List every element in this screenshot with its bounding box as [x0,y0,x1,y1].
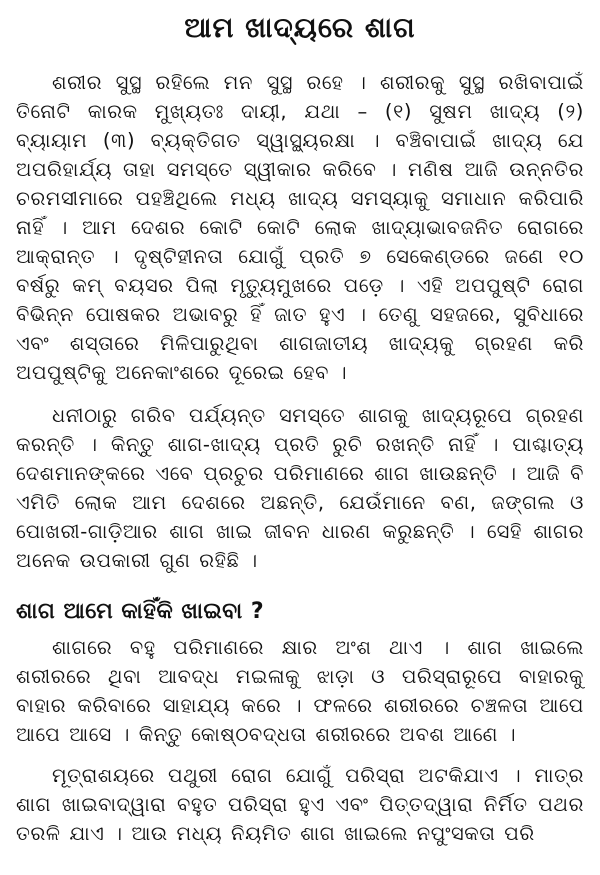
section-heading: ଶାଗ ଆମେ କାହିଁକି ଖାଇବା ? [16,599,265,624]
paragraph-kidney-stone: ମୂତ୍ରାଶୟରେ ପଥୁରୀ ରୋଗ ଯୋଗୁଁ ପରିସ୍ରା ଅଟକିଯାଏ । ମାତ୍ର ଶାଗ ଖାଇବାଦ୍ୱାରା ବହୁତ ପରିସ୍ରା ହୁଏ ଏବଂ ପିତ୍ତଦ୍ୱାରା ନିର୍ମିତ ପଥର ତରଳି ଯାଏ । ଆଉ ମଧ୍ୟ ନିୟମିତ ଶାଗ ଖାଇଲେ ନପୁଂସକତା ପରି [16,764,584,845]
page-title: ଆମ ଖାଦ୍ୟରେ ଶାଗ [184,11,416,44]
paragraph-greens-consumption: ଧନୀଠାରୁ ଗରିବ ପର୍ଯ୍ୟନ୍ତ ସମସ୍ତେ ଶାଗକୁ ଖାଦ୍ୟରୂପେ ଗ୍ରହଣ କରନ୍ତି । କିନ୍ତୁ ଶାଗ-ଖାଦ୍ୟ ପ୍ରତି ରୁଚି ରଖନ୍ତି ନାହିଁ । ପାଶ୍ଚାତ୍ୟ ଦେଶମାନଙ୍କରେ ଏବେ ପ୍ରଚୁର ପରିମାଣରେ ଶାଗ ଖାଉଛନ୍ତି । ଆଜି ବି ଏମିତି ଲୋକ ଆମ ଦେଶରେ ଅଛନ୍ତି, ଯେଉଁମାନେ ବଣ, ଜଙ୍ଗଲ ଓ ପୋଖରୀ-ଗାଡ଼ିଆର ଶାଗ ଖାଇ ଜୀବନ ଧାରଣ କରୁଛନ୍ତି । ସେହି ଶାଗର ଅନେକ ଉପକାରୀ ଗୁଣ ରହିଛି । [16,404,584,572]
paragraph-intro: ଶରୀର ସୁସ୍ଥ ରହିଲେ ମନ ସୁସ୍ଥ ରହେ । ଶରୀରକୁ ସୁସ୍ଥ ରଖିବାପାଇଁ ତିନୋଟି କାରକ ମୁଖ୍ୟତଃ ଦାୟୀ, ଯଥା – (୧) ସୁଷମ ଖାଦ୍ୟ (୨) ବ୍ୟାୟାମ (୩) ବ୍ୟକ୍ତିଗତ ସ୍ୱାସ୍ଥ୍ୟରକ୍ଷା । ବଞ୍ଚିବାପାଇଁ ଖାଦ୍ୟ ଯେ ଅପରିହାର୍ଯ୍ୟ ତାହା ସମସ୍ତେ ସ୍ୱୀକାର କରିବେ । ମଣିଷ ଆଜି ଉନ୍ନତିର ଚରମସୀମାରେ ପହଞ୍ଚିଥିଲେ ମଧ୍ୟ ଖାଦ୍ୟ ସମସ୍ୟାକୁ ସମାଧାନ କରିପାରି ନାହିଁ । ଆମ ଦେଶର କୋଟି କୋଟି ଲୋକ ଖାଦ୍ୟାଭାବଜନିତ ରୋଗରେ ଆକ୍ରାନ୍ତ । ଦୃଷ୍ଟିହୀନତା ଯୋଗୁଁ ପ୍ରତି ୭ ସେକେଣ୍ଡରେ ଜଣେ ୧୦ ବର୍ଷରୁ କମ୍ ବୟସର ପିଲା ମୃତ୍ୟୁମୁଖରେ ପଡ଼େ । ଏହି ଅପପୁଷ୍ଟି ରୋଗ ବିଭିନ୍ନ ପୋଷକର ଅଭାବରୁ ହିଁ ଜାତ ହୁଏ । ତେଣୁ ସହଜରେ, ସୁବିଧାରେ ଏବଂ ଶସ୍ତାରେ ମିଳିପାରୁଥିବା ଶାଗଜାତୀୟ ଖାଦ୍ୟକୁ ଗ୍ରହଣ କରି ଅପପୁଷ୍ଟିକୁ ଅନେକାଂଶରେ ଦୂରେଇ ହେବ । [16,71,584,384]
paragraph-alkaline: ଶାଗରେ ବହୁ ପରିମାଣରେ କ୍ଷାର ଅଂଶ ଥାଏ । ଶାଗ ଖାଇଲେ ଶରୀରରେ ଥିବା ଆବଦ୍ଧ ମଇଳାକୁ ଝାଡ଼ା ଓ ପରିସ୍ରାରୂପେ ବାହାରକୁ ବାହାର କରିବାରେ ସାହାଯ୍ୟ କରେ । ଫଳରେ ଶରୀରରେ ଚଞ୍ଚଳତା ଆପେ ଆପେ ଆସେ । କିନ୍ତୁ କୋଷ୍ଠବଦ୍ଧତା ଶରୀରରେ ଅବଶ ଆଣେ । [16,636,584,746]
